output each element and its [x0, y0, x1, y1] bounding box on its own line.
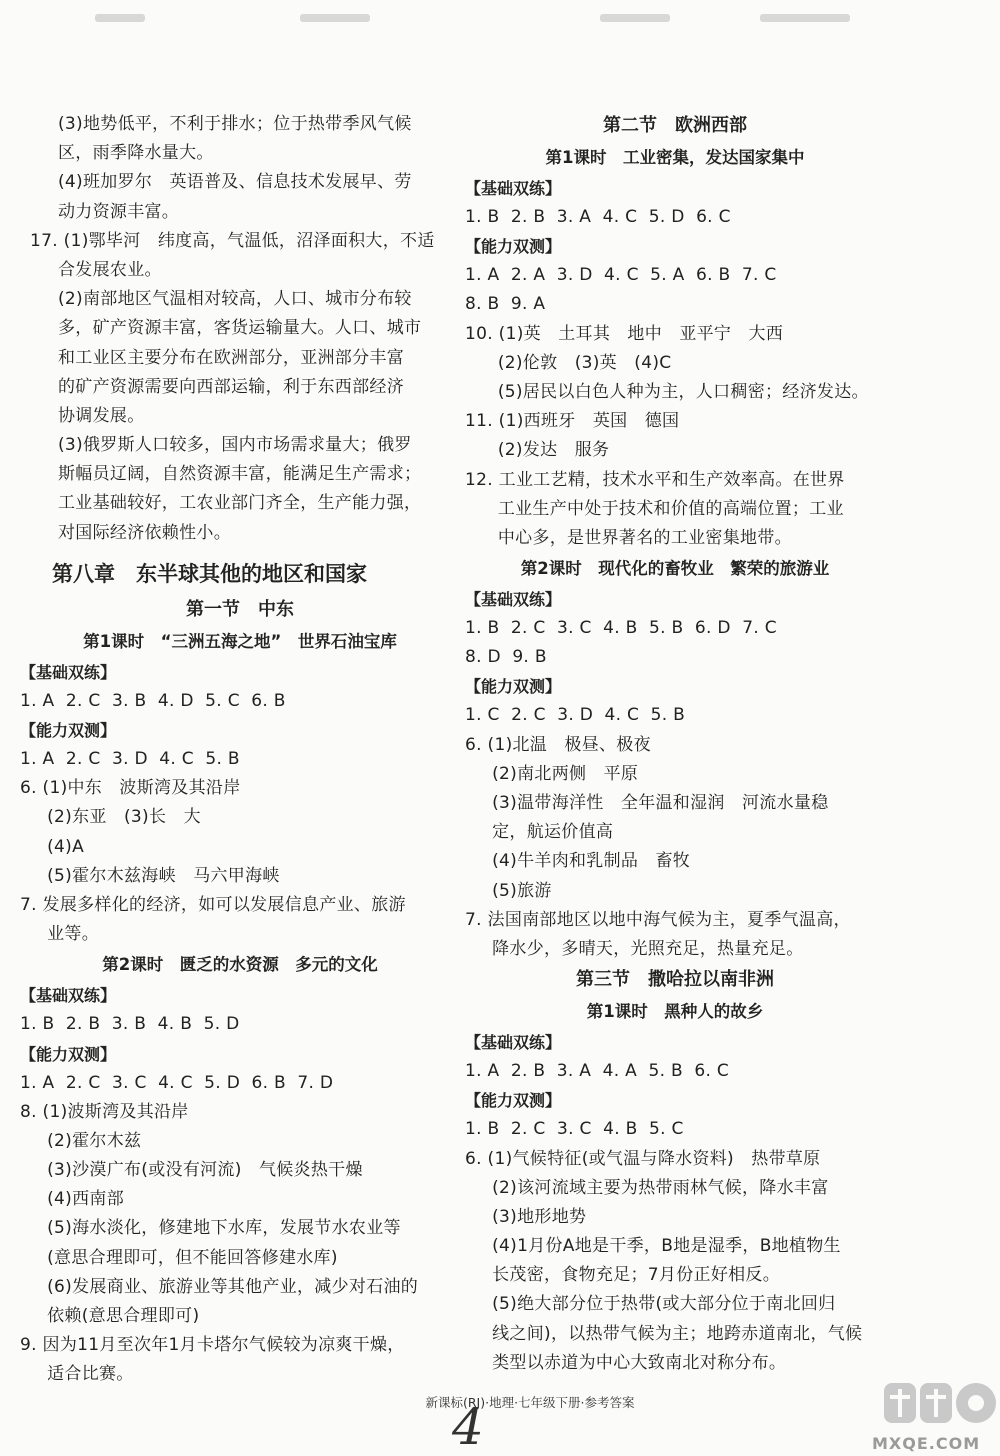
footer-caption: 新课标(RJ)·地理·七年级下册·参考答案	[425, 1395, 635, 1410]
answer-line: 适合比赛。	[30, 1364, 134, 1385]
answer-line: 斯幅员辽阔，自然资源丰富，能满足生产需求；	[58, 464, 422, 485]
answer-line: 6. (1)北温 极昼、极夜	[465, 734, 651, 755]
answer-line: 多，矿产资源丰富，客货运输量大。人口、城市	[58, 318, 422, 339]
answer-line: 区，雨季降水量大。	[58, 143, 214, 164]
scan-mark	[95, 14, 145, 22]
answer-line: (2)东亚 (3)长 大	[30, 807, 201, 828]
answer-line: (3)温带海洋性 全年温和湿润 河流水量稳	[475, 793, 829, 813]
answer-line: (2)霍尔木兹	[30, 1130, 142, 1151]
answer-line: 1. A 2. C 3. D 4. C 5. B	[20, 749, 240, 769]
answer-line: 17. (1)鄂毕河 纬度高，气温低，沼泽面积大，不适	[30, 230, 435, 251]
answer-line: 定，航运价值高	[475, 822, 614, 843]
answer-line: 的矿产资源需要向西部运输，利于东西部经济	[58, 376, 404, 397]
answer-line: 11. (1)西班牙 英国 德国	[465, 411, 680, 432]
answer-line: 6. (1)气候特征(或气温与降水资料) 热带草原	[465, 1148, 821, 1169]
watermark-url: MXQE.COM	[872, 1434, 981, 1453]
answer-line: 7. 发展多样化的经济，如可以发展信息产业、旅游	[20, 894, 406, 915]
section-heading: 第二节 欧洲西部	[603, 115, 747, 136]
answer-line: 业等。	[30, 924, 100, 945]
lesson-heading: 第1课时 工业密集，发达国家集中	[545, 148, 805, 167]
answer-line: (2)南部地区气温相对较高，人口、城市分布较	[58, 289, 412, 310]
answer-line: (3)沙漠广布(或没有河流) 气候炎热干燥	[30, 1160, 363, 1181]
answer-line: (5)绝大部分位于热带(或大部分位于南北回归	[475, 1294, 836, 1315]
answer-line: 依赖(意思合理即可)	[30, 1306, 200, 1326]
answer-line: (5)霍尔木兹海峡 马六甲海峡	[30, 865, 280, 886]
answer-line: 和工业区主要分布在欧洲部分，亚洲部分丰富	[58, 347, 404, 368]
answer-line: 1. B 2. C 3. C 4. B 5. B 6. D 7. C	[465, 618, 777, 639]
answer-line: (4)西南部	[30, 1189, 124, 1210]
answer-line: 工业生产中处于技术和价值的高端位置；工业	[475, 498, 844, 519]
answer-line: (2)该河流域主要为热带雨林气候，降水丰富	[475, 1177, 829, 1198]
answer-line: 合发展农业。	[58, 259, 162, 280]
exercise-tag: 【能力双测】	[465, 677, 562, 697]
exercise-tag: 【基础双练】	[20, 662, 117, 682]
section-heading: 第三节 撒哈拉以南非洲	[576, 969, 774, 991]
exercise-tag: 【能力双测】	[465, 1091, 562, 1111]
lesson-heading: 第1课时 黑种人的故乡	[586, 1002, 764, 1022]
section-heading: 第一节 中东	[186, 598, 294, 620]
answer-line: (3)地势低平，不利于排水；位于热带季风气候	[58, 114, 412, 134]
lesson-heading: 第1课时 “三洲五海之地” 世界石油宝库	[83, 631, 397, 651]
lesson-heading: 第2课时 现代化的畜牧业 繁荣的旅游业	[520, 559, 830, 579]
answer-line: 1. A 2. C 3. B 4. D 5. C 6. B	[20, 690, 286, 711]
scan-mark	[600, 14, 670, 22]
answer-line: 协调发展。	[58, 405, 145, 426]
page-number: 4	[452, 1398, 484, 1456]
answer-line: 中心多，是世界著名的工业密集地带。	[475, 527, 792, 548]
answer-line: 类型以赤道为中心大致南北对称分布。	[475, 1352, 787, 1373]
exercise-tag: 【能力双测】	[20, 1044, 117, 1064]
answer-line: (5)旅游	[475, 880, 552, 901]
exercise-tag: 【能力双测】	[20, 721, 117, 740]
answer-line: 7. 法国南部地区以地中海气候为主，夏季气温高，	[465, 909, 851, 930]
answer-line: 1. B 2. C 3. C 4. B 5. C	[465, 1119, 684, 1140]
answer-line: 长茂密，食物充足；7月份正好相反。	[475, 1265, 781, 1286]
scan-mark	[300, 14, 370, 22]
answer-line: (4)班加罗尔 英语普及、信息技术发展早、劳	[58, 172, 412, 193]
exercise-tag: 【基础双练】	[465, 590, 562, 610]
answer-line: 8. B 9. A	[465, 294, 546, 315]
scan-mark	[760, 14, 850, 22]
answer-line: (5)海水淡化，修建地下水库，发展节水农业等	[30, 1218, 401, 1239]
answer-line: (4)1月份A地是干季，B地是湿季，B地植物生	[475, 1236, 841, 1257]
exercise-tag: 【能力双测】	[465, 237, 562, 257]
answer-line: 工业基础较好，工农业部门齐全，生产能力强，	[58, 493, 422, 514]
answer-line: (5)居民以白色人种为主，人口稠密；经济发达。	[475, 381, 869, 402]
exercise-tag: 【基础双练】	[20, 986, 117, 1006]
left-column	[20, 110, 460, 1390]
answer-line: (2)南北两侧 平原	[475, 763, 639, 784]
answer-line: (6)发展商业、旅游业等其他产业，减少对石油的	[30, 1276, 419, 1297]
answer-line: 1. A 2. B 3. A 4. A 5. B 6. C	[465, 1061, 730, 1082]
answer-line: 线之间)，以热带气候为主；地跨赤道南北，气候	[475, 1323, 863, 1344]
answer-line: 1. B 2. B 3. A 4. C 5. D 6. C	[465, 207, 731, 227]
exercise-tag: 【基础双练】	[465, 179, 562, 198]
answer-line: (2)伦敦 (3)英 (4)C	[475, 352, 672, 373]
answer-line: (意思合理即可，但不能回答修建水库)	[30, 1247, 338, 1268]
answer-line: 8. D 9. B	[465, 647, 547, 668]
answer-line: 对国际经济依赖性小。	[58, 522, 231, 543]
answer-line: 1. A 2. A 3. D 4. C 5. A 6. B 7. C	[465, 265, 777, 286]
answer-line: (3)俄罗斯人口较多，国内市场需求量大；俄罗	[58, 435, 412, 456]
answer-line: 12. 工业工艺精，技术水平和生产效率高。在世界	[465, 469, 845, 490]
answer-line: 动力资源丰富。	[58, 201, 180, 222]
answer-line: 降水少，多晴天，光照充足，热量充足。	[475, 938, 804, 959]
answer-line: (4)A	[30, 836, 85, 857]
answer-line: 1. B 2. B 3. B 4. B 5. D	[20, 1014, 240, 1035]
answer-line: 9. 因为11月至次年1月卡塔尔气候较为凉爽干燥，	[20, 1335, 405, 1356]
answer-line: 10. (1)英 土耳其 地中 亚平宁 大西	[465, 323, 784, 344]
answer-line: 8. (1)波斯湾及其沿岸	[20, 1101, 189, 1122]
answer-line: (2)发达 服务	[475, 440, 610, 461]
answer-line: 6. (1)中东 波斯湾及其沿岸	[20, 778, 241, 799]
lesson-heading: 第2课时 匮乏的水资源 多元的文化	[102, 955, 378, 975]
answer-line: 1. C 2. C 3. D 4. C 5. B	[465, 705, 686, 726]
exercise-tag: 【基础双练】	[465, 1033, 562, 1053]
answer-line: (4)牛羊肉和乳制品 畜牧	[475, 851, 691, 872]
right-column	[465, 110, 885, 1378]
answer-line: (3)地形地势	[475, 1206, 587, 1227]
answer-line: 1. A 2. C 3. C 4. C 5. D 6. B 7. D	[20, 1072, 334, 1093]
chapter-heading: 第八章 东半球其他的地区和国家	[52, 561, 367, 586]
